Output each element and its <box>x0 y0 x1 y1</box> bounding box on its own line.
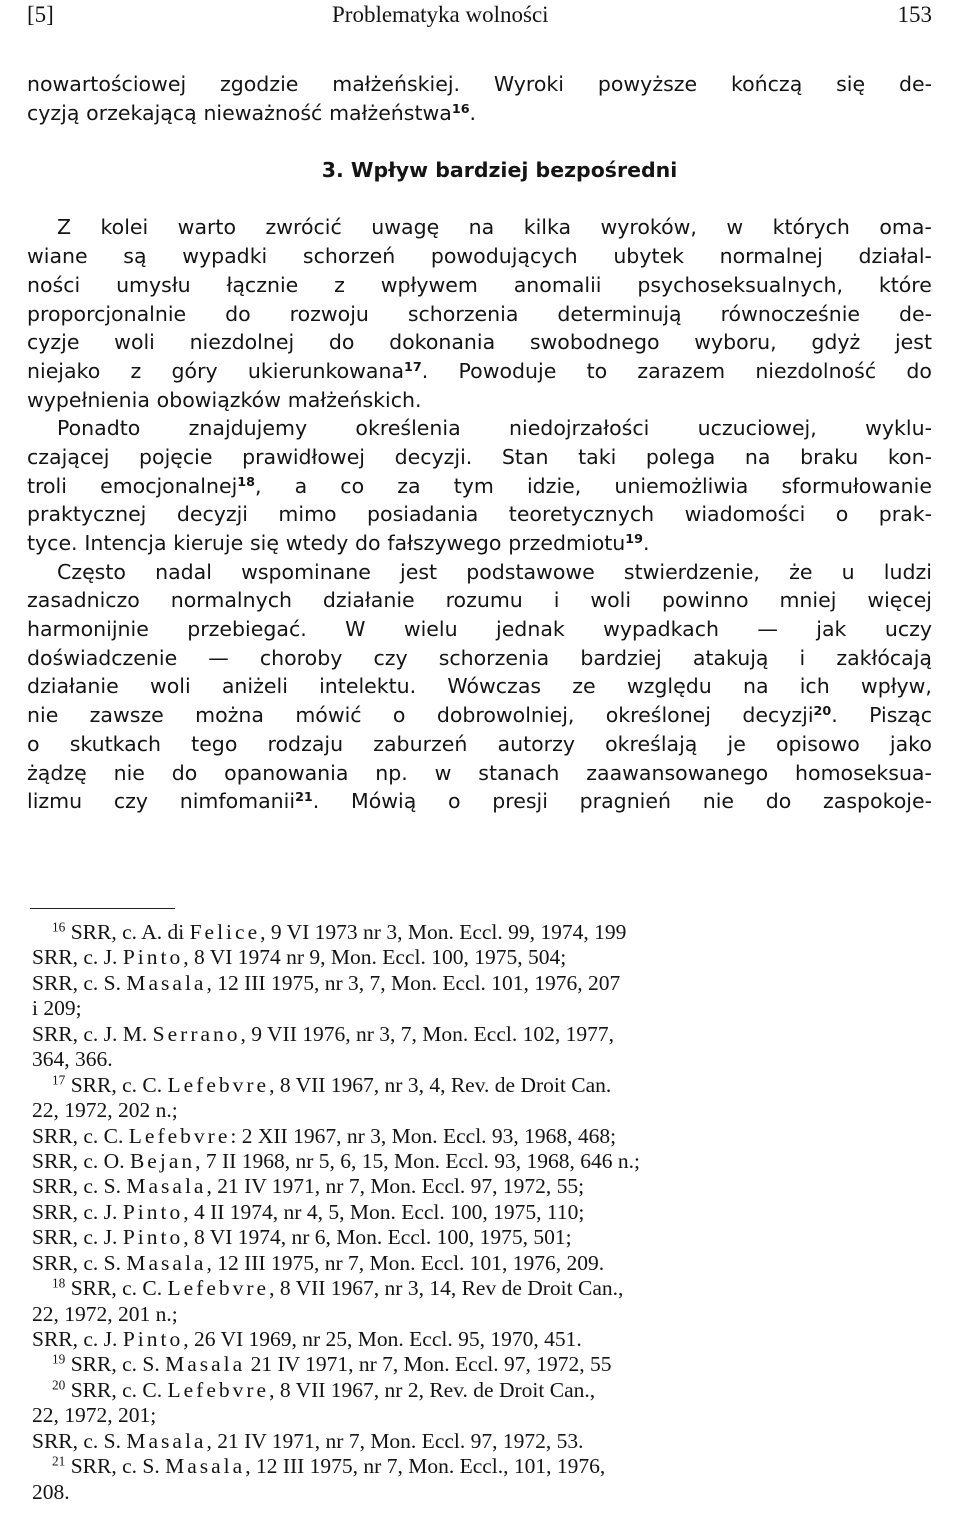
footnote-start <box>32 1378 932 1403</box>
citation-text: 22, 1972, 201; <box>32 1403 157 1428</box>
footnote-start <box>32 1352 932 1377</box>
text-line: praktycznej decyzji mimo posiadania teoretycznych wiadomości o prak- <box>27 502 932 527</box>
footnote-number: 20 <box>52 1377 66 1393</box>
footnote-line <box>32 1480 932 1505</box>
citation-text: 22, 1972, 201 n.; <box>32 1301 178 1326</box>
footnote-number: 17 <box>52 1072 66 1088</box>
citation-text: SRR, c. C. <box>32 1123 129 1148</box>
author-name: Masala <box>126 1428 207 1453</box>
text-line: żądzę nie do opanowania np. w stanach zaawansowanego homoseksua- <box>27 760 932 785</box>
author-name: Masala <box>126 1174 207 1199</box>
footnote-ref: 17 <box>404 358 422 374</box>
citation-text: SRR, c. J. <box>32 1199 123 1224</box>
footnote-line <box>32 1174 932 1199</box>
text-line: nowartościowej zgodzie małżeńskiej. Wyroki powyższe kończą się de- <box>27 72 932 96</box>
footnote-line <box>32 1200 932 1225</box>
citation-text: , 12 III 1975, nr 3, 7, Mon. Eccl. 101, 1976, 207 <box>206 970 621 995</box>
citation-text: SRR, c. S. <box>32 1250 127 1275</box>
citation-text: , 21 IV 1971, nr 7, Mon. Eccl. 97, 1972, 55; <box>206 1174 585 1199</box>
text-line: troli emocjonalnej$^{18}$, a co za tym idzie, uniemożliwia sformułowanie <box>27 473 932 498</box>
footnote-line <box>32 1124 932 1149</box>
author-name: Pinto <box>122 945 184 970</box>
citation-text: SRR, c. J. <box>32 1225 123 1250</box>
citation-text: , 7 II 1968, nr 5, 6, 15, Mon. Eccl. 93, 1968, 646 n.; <box>195 1148 641 1173</box>
author-name: Felice <box>189 920 261 944</box>
citation-text: SRR, c. C. <box>70 1276 168 1301</box>
author-name: Masala <box>126 970 207 995</box>
author-name: Pinto <box>122 1327 184 1351</box>
author-name: Lefebvre <box>167 1072 270 1097</box>
footnote-ref: 19 <box>625 531 643 547</box>
text-line: tyce. Intencja kieruje się wtedy do fałszywego przedmiotu$^{19}$. <box>27 531 650 555</box>
citation-text: SRR, c. O. <box>32 1148 130 1173</box>
author-name: Masala <box>165 1454 246 1479</box>
text-line: nie zawsze można mówić o dobrowolniej, określonej decyzji$^{20}$. Pisząc <box>27 703 932 728</box>
citation-text: 21 IV 1971, nr 7, Mon. Eccl. 97, 1972, 55 <box>245 1352 612 1377</box>
footnote-line <box>32 945 932 970</box>
citation-text: , 4 II 1974, nr 4, 5, Mon. Eccl. 100, 1975, 110; <box>183 1199 585 1224</box>
section-heading: 3. Wpływ bardziej bezpośredni <box>321 158 678 183</box>
footnote-ref: 18 <box>237 473 255 489</box>
footnote-line <box>32 1098 932 1123</box>
citation-text: , 8 VI 1974 nr 9, Mon. Eccl. 100, 1975, 504; <box>183 945 567 970</box>
author-name: Serrano <box>152 1021 241 1046</box>
text-line: cyzją orzekającą nieważność małżeństwa$^{16}$. <box>27 100 477 125</box>
footnote-start <box>32 1454 932 1479</box>
page-header <box>27 2 932 34</box>
text-line: Z kolei warto zwrócić uwagę na kilka wyroków, w których oma- <box>57 215 932 240</box>
footnote-number: 19 <box>52 1352 66 1368</box>
text-line: ności umysłu łącznie z wpływem anomalii psychoseksualnych, które <box>27 272 932 297</box>
text-line: wiane są wypadki schorzeń powodujących ubytek normalnej działal- <box>27 244 932 269</box>
text-line: lizmu czy nimfomanii$^{21}$. Mówią o presji pragnień nie do zaspokoje- <box>27 789 932 814</box>
author-name: Pinto <box>122 1225 184 1250</box>
citation-text: SRR, c. S. <box>70 1454 166 1479</box>
text-line: Ponadto znajdujemy określenia niedojrzałości uczuciowej, wyklu- <box>57 416 932 441</box>
author-name: Bejan <box>129 1148 196 1173</box>
footnote-start <box>32 920 932 945</box>
footnote-line <box>32 1047 932 1072</box>
footnote-line <box>32 1327 932 1352</box>
citation-text: SRR, c. S. <box>32 970 127 995</box>
citation-text: , 8 VII 1967, nr 3, 14, Rev de Droit Can., <box>269 1276 624 1301</box>
citation-text: , 21 IV 1971, nr 7, Mon. Eccl. 97, 1972, 53. <box>206 1428 584 1453</box>
main-text <box>27 70 932 816</box>
author-name: Lefebvre <box>128 1123 231 1148</box>
citation-text: i 209; <box>32 996 82 1021</box>
citation-text: SRR, c. J. <box>32 945 123 970</box>
citation-text: , 26 VI 1969, nr 25, Mon. Eccl. 95, 1970, 451. <box>183 1327 582 1351</box>
author-name: Masala <box>126 1250 207 1275</box>
footnote-line <box>32 1149 932 1174</box>
text-line: niejako z góry ukierunkowana$^{17}$. Powoduje to zarazem niezdolność do <box>27 358 932 383</box>
citation-text: , 8 VII 1967, nr 3, 4, Rev. de Droit Can. <box>269 1072 612 1097</box>
footnote-ref: 20 <box>813 703 832 719</box>
footnote-line <box>32 1429 932 1454</box>
citation-text: , 9 VII 1976, nr 3, 7, Mon. Eccl. 102, 1977, <box>240 1021 614 1046</box>
citation-text: , 9 VI 1973 nr 3, Mon. Eccl. 99, 1974, 199 <box>260 920 627 944</box>
citation-text: SRR, c. J. M. <box>32 1021 153 1046</box>
footnote-separator <box>30 908 175 909</box>
citation-text: 208. <box>32 1479 70 1504</box>
citation-text: , 12 III 1975, nr 7, Mon. Eccl. 101, 1976, 209. <box>206 1250 605 1275</box>
text-line: wypełnienia obowiązków małżeńskich. <box>27 387 422 412</box>
footnote-start <box>32 1073 932 1098</box>
author-name: Pinto <box>122 1199 184 1224</box>
footnote-ref: 16 <box>451 100 470 116</box>
citation-text: , 8 VI 1974, nr 6, Mon. Eccl. 100, 1975, 501; <box>183 1225 572 1250</box>
text-line: doświadczenie — choroby czy schorzenia bardziej atakują i zakłócają <box>27 645 932 670</box>
footnote-line <box>32 1302 932 1327</box>
citation-text: 364, 366. <box>32 1047 113 1072</box>
citation-text: , 8 VII 1967, nr 2, Rev. de Droit Can., <box>269 1377 596 1402</box>
text-line: Często nadal wspominane jest podstawowe stwierdzenie, że u ludzi <box>57 559 932 584</box>
text-line: działanie woli aniżeli intelektu. Wówczas ze względu na ich wpływ, <box>27 674 932 699</box>
footnote-number: 18 <box>52 1275 66 1291</box>
text-line: o skutkach tego rodzaju zaburzeń autorzy określają je opisowo jako <box>27 731 932 756</box>
text-line: zasadniczo normalnych działanie rozumu i woli powinno mniej więcej <box>27 588 932 613</box>
text-line: cyzje woli niezdolnej do dokonania swobodnego wyboru, gdyż jest <box>27 330 932 355</box>
citation-text: , 12 III 1975, nr 7, Mon. Eccl., 101, 1976, <box>245 1454 606 1479</box>
blank-line <box>27 127 932 156</box>
citation-text: SRR, c. J. <box>32 1327 123 1351</box>
footnote-number: 21 <box>52 1453 66 1469</box>
footnotes <box>32 920 932 1505</box>
chapter-number: [5] <box>27 2 54 27</box>
blank-line <box>27 185 932 214</box>
author-name: Lefebvre <box>167 1377 270 1402</box>
footnote-line <box>32 971 932 996</box>
author-name: Masala <box>165 1352 246 1377</box>
running-title: Problematyka wolności <box>332 2 549 27</box>
footnote-start <box>32 1276 932 1301</box>
footnote-line <box>32 1251 932 1276</box>
citation-text: SRR, c. S. <box>32 1174 127 1199</box>
footnote-line <box>32 1403 932 1428</box>
citation-text: SRR, c. S. <box>70 1352 166 1377</box>
footnote-number: 16 <box>52 919 66 935</box>
citation-text: SRR, c. C. <box>70 1377 168 1402</box>
footnote-ref: 21 <box>295 789 313 805</box>
footnote-line <box>32 1225 932 1250</box>
footnote-line <box>32 1022 932 1047</box>
citation-text: SRR, c. S. <box>32 1428 127 1453</box>
text-line: czającej pojęcie prawidłowej decyzji. Stan taki polega na braku kon- <box>27 444 932 469</box>
page-number: 153 <box>897 2 932 27</box>
citation-text: : 2 XII 1967, nr 3, Mon. Eccl. 93, 1968, 468; <box>230 1123 617 1148</box>
text-line: proporcjonalnie do rozwoju schorzenia determinują równocześnie de- <box>27 301 932 326</box>
footnote-line <box>32 996 932 1021</box>
citation-text: 22, 1972, 202 n.; <box>32 1098 178 1123</box>
citation-text: SRR, c. A. di <box>70 920 190 944</box>
citation-text: SRR, c. C. <box>70 1072 168 1097</box>
author-name: Lefebvre <box>167 1276 270 1301</box>
text-line: harmonijnie przebiegać. W wielu jednak wypadkach — jak uczy <box>27 617 932 642</box>
